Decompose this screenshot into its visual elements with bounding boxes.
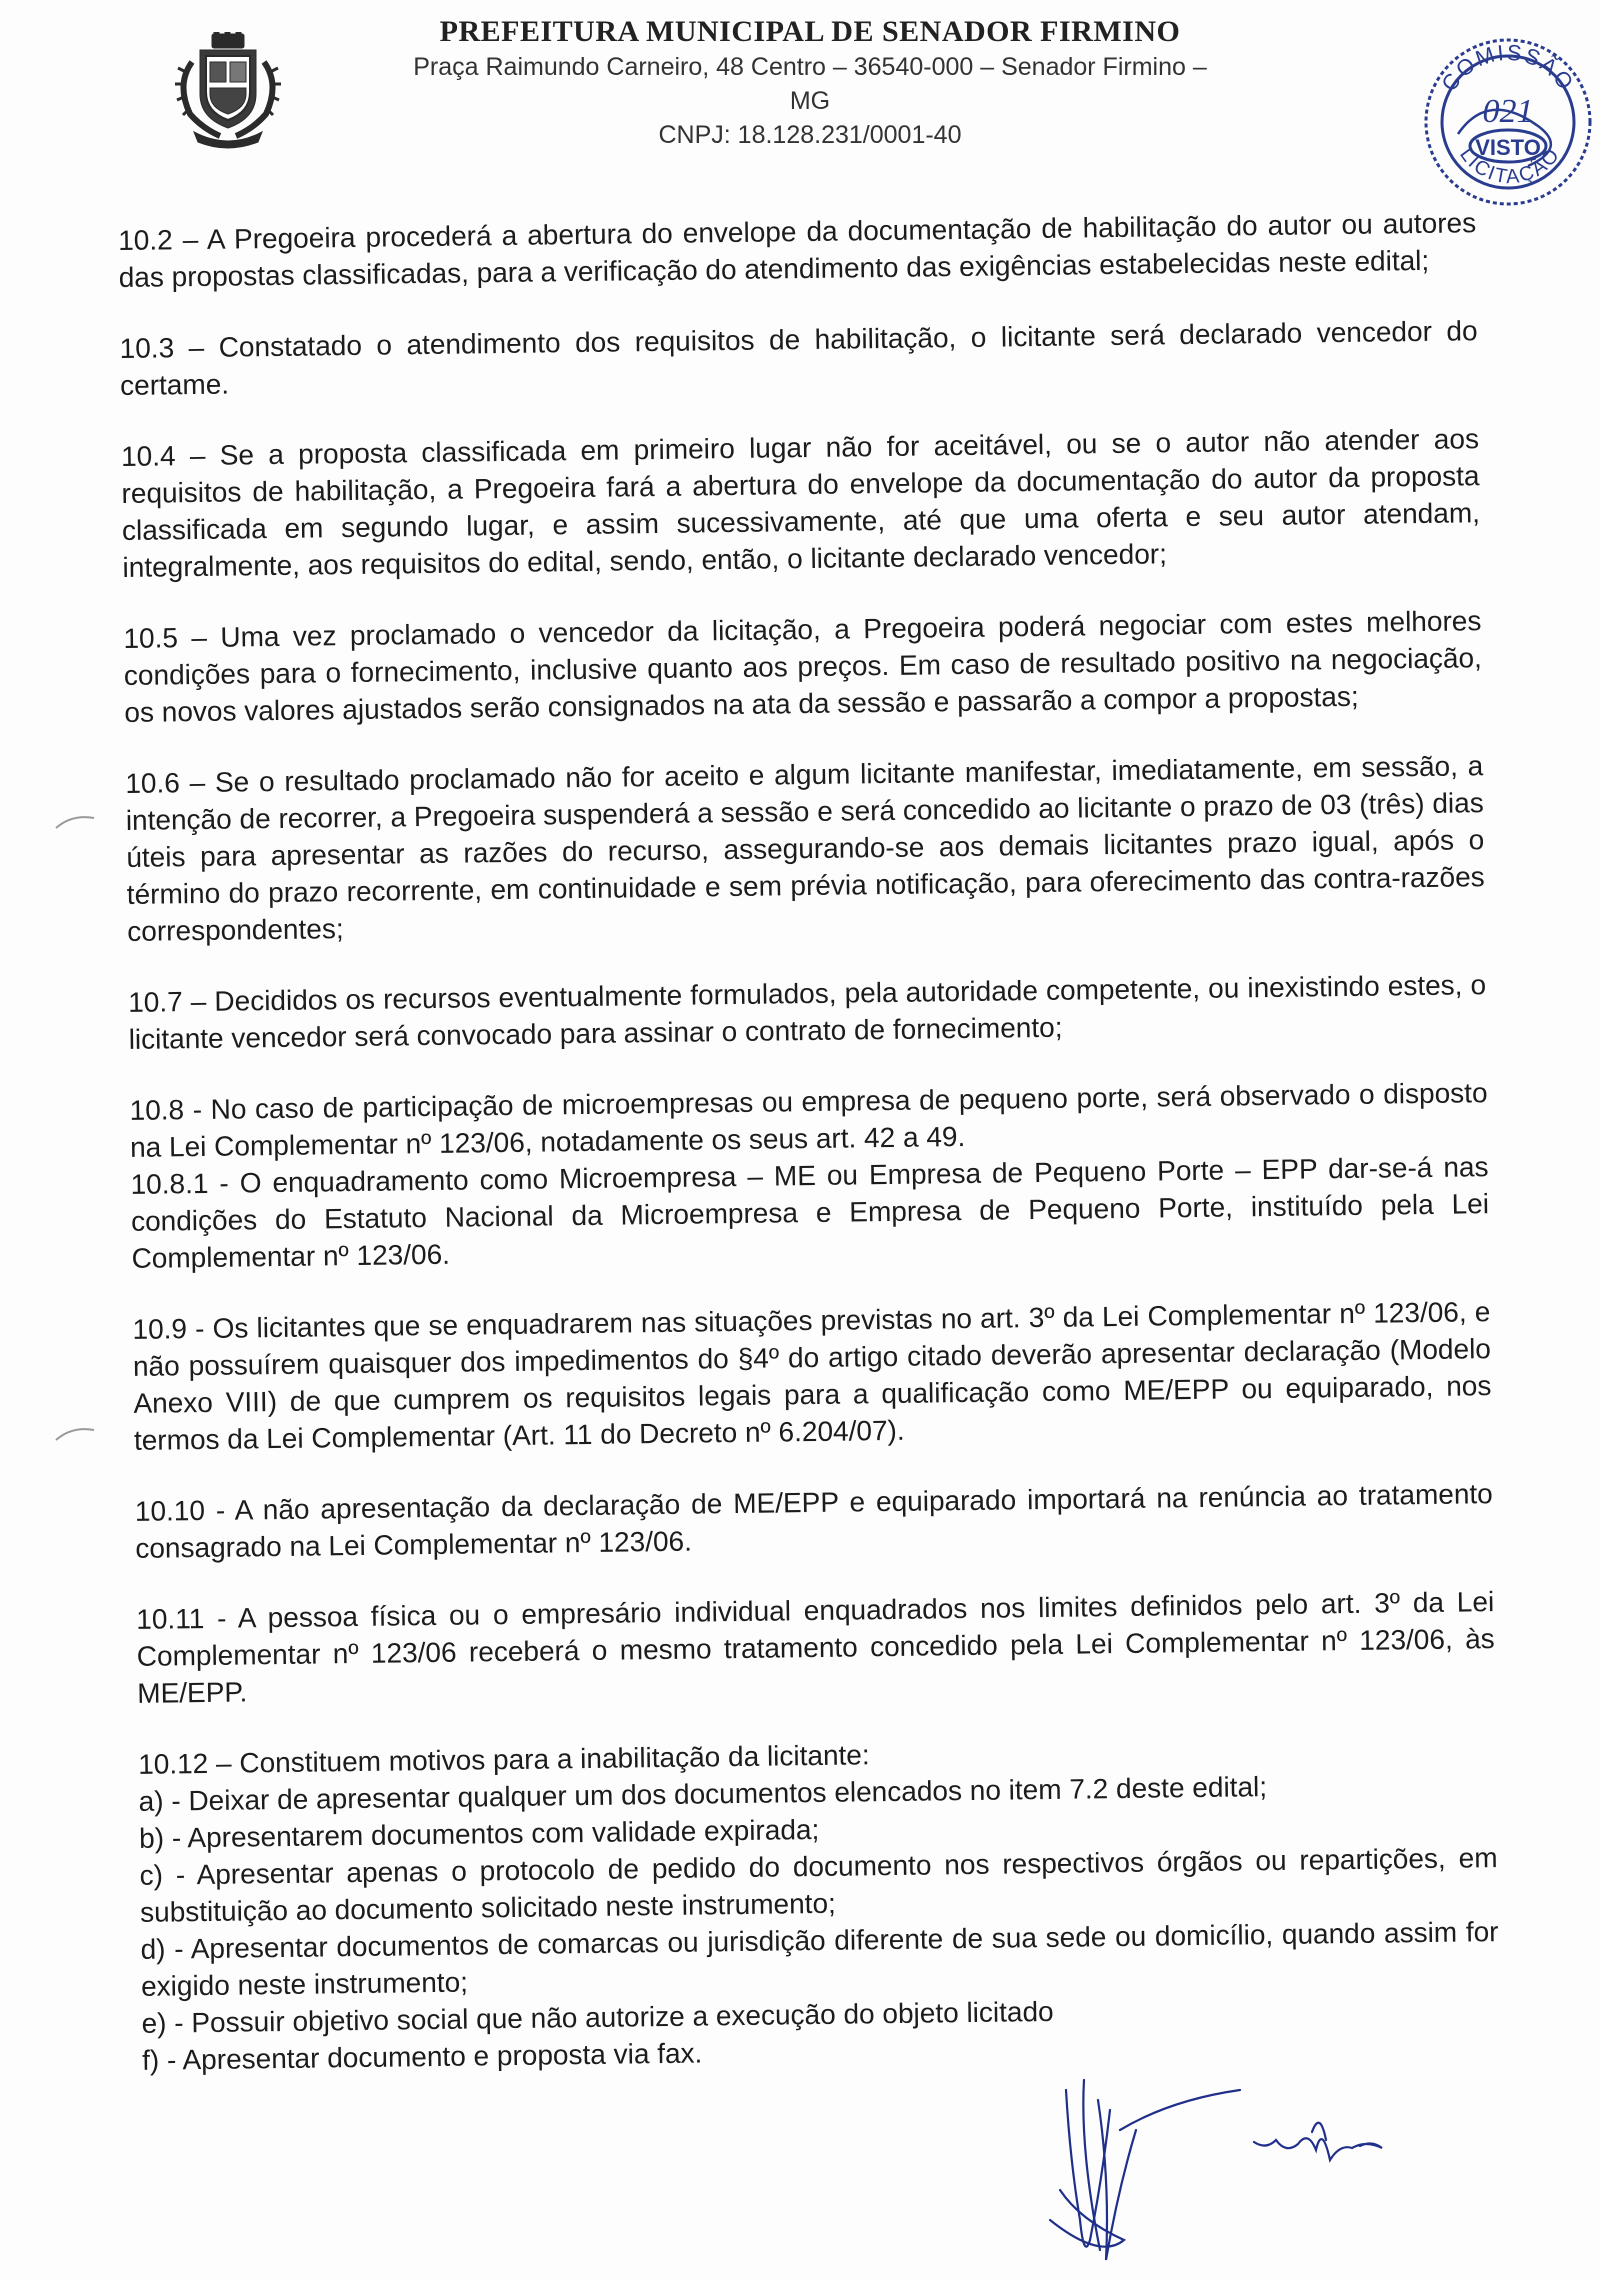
stamp-bottom-text: LICITAÇÃO — [1455, 143, 1565, 189]
list-item-e: e) - Possuir objetivo social que não autorize a execução do objeto licitado — [141, 1995, 1054, 2039]
letterhead-text — [390, 14, 1230, 152]
list-item-f: f) - Apresentar documento e proposta via fax. — [141, 2037, 703, 2076]
svg-text:COMISSÃO — [1436, 40, 1579, 96]
municipality-title: PREFEITURA MUNICIPAL DE SENADOR FIRMINO — [439, 15, 1181, 48]
paragraph-10-5: 10.5 – Uma vez proclamado o vencedor da licitação, a Pregoeira poderá negociar com estes melhores condições para o fornecimento, inclusive quanto aos preços. Em caso de resultado positivo na negociação, os novos valores ajustados serão consignados na ata da sessão e passarão a compor a propostas; — [123, 605, 1483, 728]
paragraph-10-9: 10.9 - Os licitantes que se enquadrarem nas situações previstas no art. 3º da Lei Complementar nº 123/06, e não possuírem quaisquer dos impedimentos do §4º do artigo citado deverão apresentar declaração (Modelo Anexo VIII) de que cumprem os requisitos legais para a qualificação como ME/EPP ou equiparado, nos termos da Lei Complementar (Art. 11 do Decreto nº 6.204/07). — [132, 1296, 1492, 1456]
list-item-c: c) - Apresentar apenas o protocolo de pedido do documento nos respectivos órgãos ou repartições, em substituição ao documento solicitado neste instrumento; — [139, 1842, 1498, 1928]
paragraph-10-8: 10.8 - No caso de participação de microempresas ou empresa de pequeno porte, será observado o disposto na Lei Complementar nº 123/06, notadamente os seus art. 42 a 49. — [129, 1077, 1488, 1163]
paragraph-10-2: 10.2 – A Pregoeira procederá a abertura do envelope da documentação de habilitação do autor ou autores das propostas classificadas, para a verificação do atendimento das exigências estabelecidas neste edital; — [118, 207, 1477, 293]
handwritten-signatures — [1040, 2070, 1420, 2270]
paragraph-10-6: 10.6 – Se o resultado proclamado não for aceito e algum licitante manifestar, imediatamente, em sessão, a intenção de recorrer, a Pregoeira suspenderá a sessão e será concedido ao licitante o prazo de 03 (três) dias úteis para apresentar as razões do recurso, assegurando-se aos demais licitantes prazo igual, após o término do prazo recorrente, em continuidade e sem prévia notificação, para oferecimento das contra-razões correspondentes; — [125, 750, 1485, 947]
stamp-top-text: COMISSÃO — [1436, 39, 1580, 96]
paragraph-10-11: 10.11 - A pessoa física ou o empresário individual enquadrados nos limites definidos pelo art. 3º da Lei Complementar nº 123/06 receberá o mesmo tratamento concedido pela Lei Complementar nº 123/06, às ME/EPP. — [136, 1586, 1495, 1709]
stamp-middle-text: VISTO — [1475, 135, 1541, 160]
paragraph-10-7: 10.7 – Decididos os recursos eventualmente formulados, pela autoridade competente, ou inexistindo estes, o licitante vencedor será convocado para assinar o contrato de fornecimento; — [128, 969, 1487, 1055]
binding-hole-mark — [52, 812, 98, 832]
letterhead — [160, 14, 1400, 164]
commission-stamp — [1418, 30, 1598, 210]
document-body — [118, 204, 1500, 2079]
paragraph-10-10: 10.10 - A não apresentação da declaração de ME/EPP e equiparado importará na renúncia ao tratamento consagrado na Lei Complementar nº 123/06. — [134, 1478, 1493, 1564]
municipality-address: Praça Raimundo Carneiro, 48 Centro – 36540-000 – Senador Firmino – MG — [413, 53, 1207, 115]
list-item-a: a) - Deixar de apresentar qualquer um dos documentos elencados no item 7.2 deste edital; — [138, 1771, 1268, 1817]
municipality-cnpj: CNPJ: 18.128.231/0001-40 — [658, 121, 962, 149]
coat-of-arms-icon — [172, 32, 284, 150]
list-item-b: b) - Apresentarem documentos com validade expirada; — [138, 1813, 820, 1854]
paragraph-10-8-1: 10.8.1 - O enquadramento como Microempresa – ME ou Empresa de Pequeno Porte – EPP dar-se-á nas condições do Estatuto Nacional da Microempresa e Empresa de Pequeno Porte, instituído pela Lei Complementar nº 123/06. — [130, 1151, 1490, 1274]
paragraph-10-3: 10.3 – Constatado o atendimento dos requisitos de habilitação, o licitante será declarado vencedor do certame. — [119, 315, 1478, 401]
list-title-10-12: 10.12 – Constituem motivos para a inabilitação da licitante: — [137, 1739, 870, 1780]
paragraph-10-4: 10.4 – Se a proposta classificada em primeiro lugar não for aceitável, ou se o autor não atender aos requisitos de habilitação, a Pregoeira fará a abertura do envelope da documentação do autor da proposta classificada em segundo lugar, e assim sucessivamente, até que uma oferta e seu autor atendam, integralmente, aos requisitos do edital, sendo, então, o licitante declarado vencedor; — [120, 423, 1481, 583]
list-item-d: d) - Apresentar documentos de comarcas ou jurisdição diferente de sua sede ou domicílio, quando assim for exigido neste instrumento; — [140, 1916, 1499, 2002]
binding-hole-mark — [52, 1424, 98, 1444]
stamp-number: 021 — [1482, 93, 1534, 130]
